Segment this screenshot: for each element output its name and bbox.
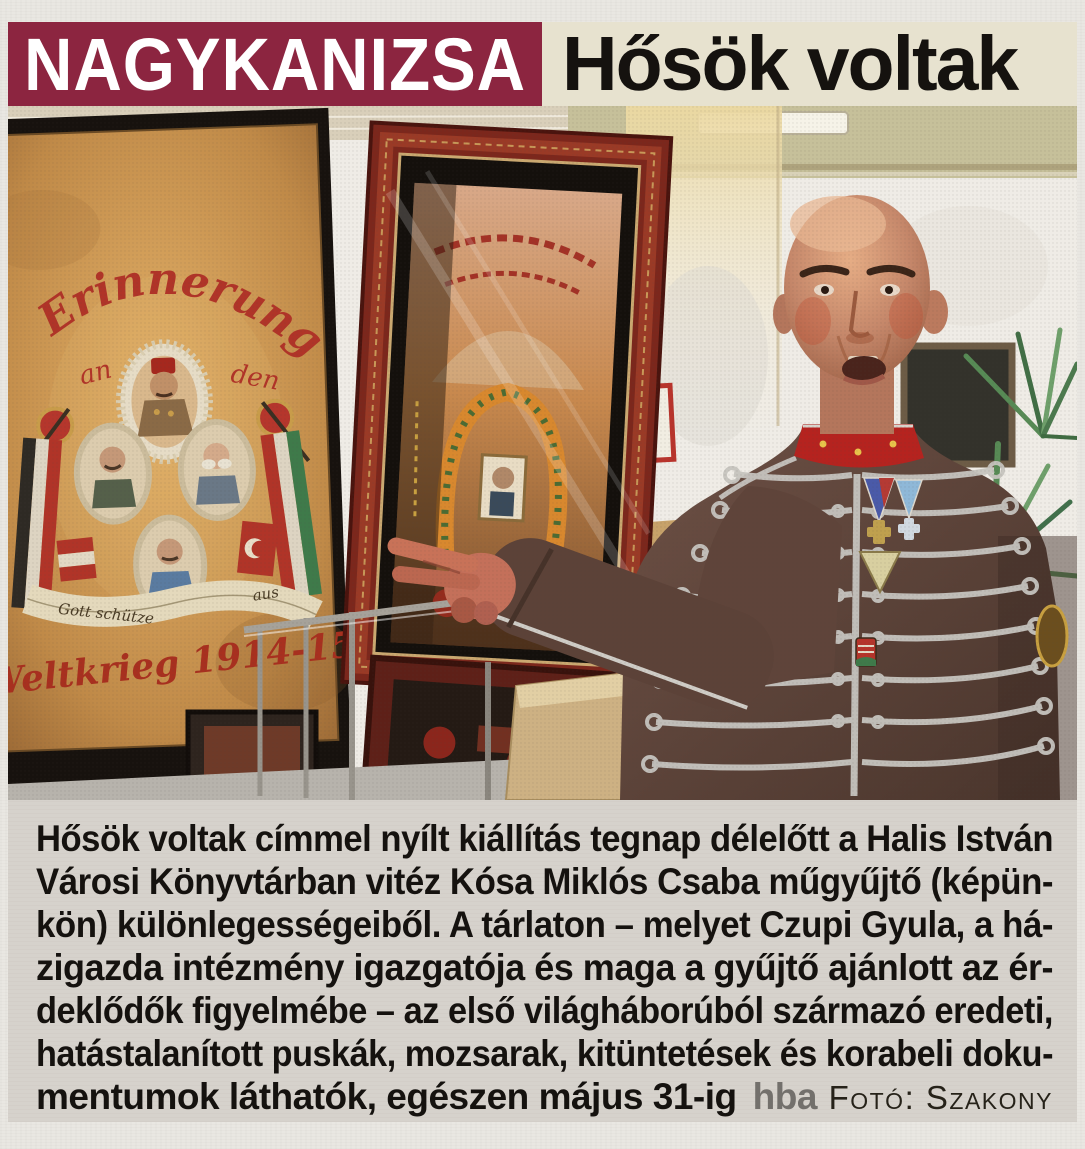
caption-block [8,800,1077,1122]
photo-illustration [8,106,1077,800]
article-photo [8,106,1077,800]
caption-line: Hősök voltak címmel nyílt kiállítás tegnap délelőtt a Halis István [36,818,1053,859]
caption-line: deklődők figyelmébe – az első világháborúból származó eredeti, [36,990,1053,1031]
caption-line: mentumok láthatók, egészen május 31-ig [36,1076,737,1117]
caption-line: Városi Könyvtárban vitéz Kósa Miklós Csaba műgyűjtő (képün- [36,861,1053,902]
caption-line: zigazda intézmény igazgatója és maga a gyűjtő ajánlott az ér- [36,947,1053,988]
kicker-text: NAGYKANIZSA [24,22,526,106]
photo-credit: Fotó: Szakony [828,1079,1053,1116]
author-signature: hba [752,1076,817,1117]
caption-last-line [36,1076,1053,1122]
caption-line: kön) különlegességeiből. A tárlaton – melyet Czupi Gyula, a há- [36,904,1053,945]
halftone-overlay [8,106,1077,800]
kicker-box [8,22,542,106]
headline-text: Hősök voltak [562,20,1018,107]
caption-line: hatástalanított puskák, mozsarak, kitüntetések és korabeli doku- [36,1033,1053,1074]
headline-strip [542,22,1077,106]
